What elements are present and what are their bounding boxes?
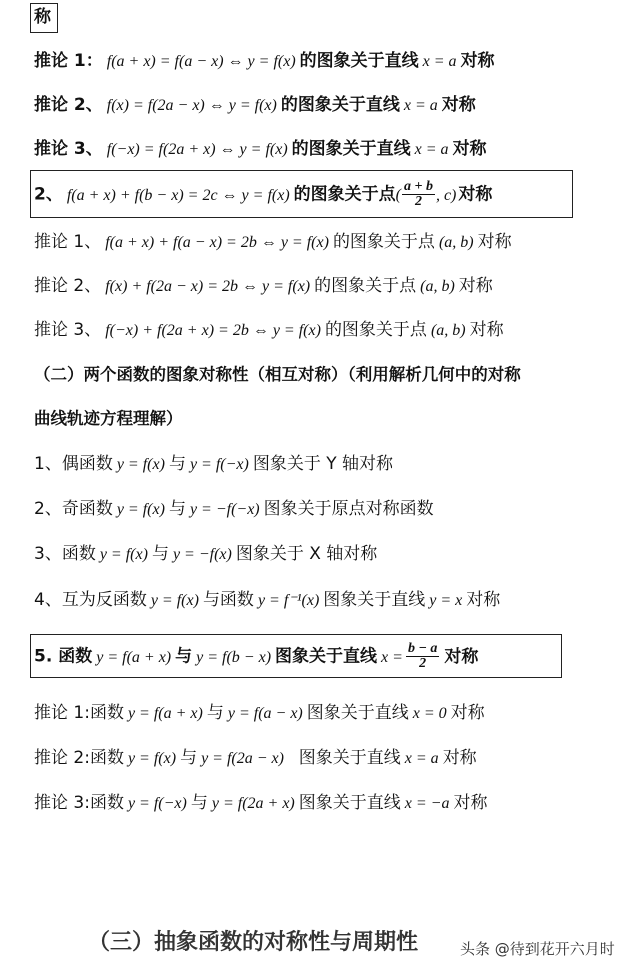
- even-function-line: [34, 451, 640, 478]
- line-end-2: 对称: [450, 703, 485, 723]
- line-end: 图象关于直线: [298, 793, 401, 813]
- line-mid: 与: [168, 454, 186, 474]
- section-2-heading: [34, 362, 640, 388]
- x-axis-symmetry-line: [34, 541, 640, 568]
- line-label: 推论 3:函数: [34, 793, 124, 813]
- line-formula-2: y = f⁻¹(x): [257, 592, 320, 609]
- line-mid: 与: [190, 793, 208, 813]
- line-tail: 的图象关于直线: [291, 139, 411, 159]
- line-formula: f(a + x) = f(a − x) ⇔ y = f(x): [106, 53, 296, 70]
- line-formula-2: (a, b): [438, 234, 474, 251]
- line-end: 对称: [477, 232, 512, 252]
- line-label: 1、偶函数: [34, 454, 113, 474]
- fraction: [406, 642, 439, 671]
- line-formula: y = f(x): [127, 750, 177, 767]
- line-formula-3: y = x: [429, 592, 463, 609]
- line-end-2: 对称: [466, 590, 501, 610]
- line-label: 3、函数: [34, 544, 96, 564]
- line-end-2: 对称: [442, 748, 477, 768]
- line-label: 推论 3、: [34, 139, 103, 159]
- line-label: 推论 1：: [34, 51, 103, 71]
- line-formula: f(a + x) + f(a − x) = 2b ⇔ y = f(x): [105, 234, 329, 251]
- line-label: 推论 2:函数: [34, 748, 124, 768]
- watermark: [460, 936, 615, 962]
- line-formula: y = f(a + x): [127, 705, 203, 722]
- point-symmetry-line: [34, 180, 640, 209]
- line-formula: f(−x) = f(2a + x) ⇔ y = f(x): [106, 141, 288, 158]
- line-formula: f(x) = f(2a − x) ⇔ y = f(x): [106, 97, 277, 114]
- line-tail: 的图象关于点: [314, 276, 417, 296]
- line-formula-2: y = −f(x): [172, 546, 232, 563]
- line-formula-2: x = a: [414, 141, 449, 158]
- heading-fragment: [34, 4, 640, 30]
- line-formula: f(x) + f(2a − x) = 2b ⇔ y = f(x): [105, 278, 311, 295]
- line-label: 4、互为反函数: [34, 590, 147, 610]
- line-label: 推论 2、: [34, 95, 103, 115]
- line-end: 对称: [441, 95, 476, 115]
- shift-corollary-1-line: [34, 700, 640, 727]
- corollary-2-line: [34, 92, 640, 119]
- line-mid: 与: [206, 703, 224, 723]
- line-end-2: 对称: [444, 646, 479, 667]
- shifted-function-line: [34, 642, 640, 671]
- fraction-numerator: b − a: [407, 641, 438, 656]
- line-formula-2: (a, b): [430, 322, 466, 339]
- point-corollary-2-line: [34, 273, 640, 300]
- line-formula-2: y = f(b − x): [196, 648, 272, 666]
- line-end: 图象关于直线: [275, 646, 378, 667]
- line-end: 对称: [460, 51, 495, 71]
- fraction-numerator: a + b: [403, 179, 433, 194]
- line-label: 2、: [34, 184, 63, 205]
- odd-function-line: [34, 496, 640, 523]
- point-open: (: [395, 186, 401, 204]
- section-2-heading-cont: [34, 406, 640, 432]
- line-mid: 与函数: [202, 590, 254, 610]
- line-end: 图象关于直线: [323, 590, 426, 610]
- line-formula: y = f(x): [116, 501, 165, 518]
- line-mid: 与: [180, 748, 198, 768]
- point-corollary-1-line: [34, 229, 640, 256]
- line-end: 图象关于原点对称函数: [263, 499, 434, 519]
- line-formula-2: y = f(a − x): [227, 705, 303, 722]
- line-formula-3: x =: [381, 648, 403, 666]
- section-2-heading-text: （二）两个函数的图象对称性（相互对称）（利用解析几何中的对称: [34, 365, 521, 384]
- line-mid: 与: [151, 544, 169, 564]
- line-formula-2: x = a: [422, 53, 457, 70]
- line-label: 推论 2、: [34, 276, 102, 296]
- line-end: 图象关于 X 轴对称: [235, 544, 378, 564]
- line-end-2: 对称: [453, 793, 488, 813]
- line-formula: y = f(x): [150, 592, 199, 609]
- line-formula: y = f(x): [116, 456, 165, 473]
- line-tail: 的图象关于点: [324, 320, 427, 340]
- line-formula-3: x = 0: [412, 705, 447, 722]
- line-formula: y = f(−x): [127, 795, 187, 812]
- line-label: 5. 函数: [34, 646, 93, 667]
- line-label: 推论 1:函数: [34, 703, 124, 723]
- line-formula-2: y = f(2a − x): [201, 750, 284, 767]
- line-end: 对称: [452, 139, 487, 159]
- line-formula: y = f(a + x): [96, 648, 172, 666]
- line-end: 图象关于直线: [287, 748, 401, 768]
- line-formula-3: x = −a: [404, 795, 450, 812]
- line-tail: 的图象关于直线: [280, 95, 400, 115]
- inverse-function-line: [34, 587, 640, 614]
- line-label: 推论 3、: [34, 320, 102, 340]
- line-end: 对称: [469, 320, 504, 340]
- line-label: 推论 1、: [34, 232, 102, 252]
- fraction: [402, 180, 435, 209]
- line-tail: 的图象关于点: [332, 232, 435, 252]
- line-formula-2: x = a: [403, 97, 438, 114]
- line-formula: y = f(x): [99, 546, 148, 563]
- line-end: 对称: [458, 276, 493, 296]
- line-end: 对称: [458, 184, 493, 205]
- fraction-denominator: 2: [414, 194, 422, 209]
- shift-corollary-2-line: [34, 745, 640, 772]
- line-tail: 的图象关于直线: [299, 51, 419, 71]
- line-label: 2、奇函数: [34, 499, 113, 519]
- line-formula-2: y = −f(−x): [189, 501, 260, 518]
- line-end: 图象关于 Y 轴对称: [252, 454, 394, 474]
- line-formula-2: (a, b): [420, 278, 455, 295]
- line-end: 图象关于直线: [306, 703, 409, 723]
- section-3-heading-text: （三）抽象函数的对称性与周期性: [88, 930, 419, 955]
- section-2-heading-cont-text: 曲线轨迹方程理解）: [34, 409, 183, 428]
- watermark-text: 头条 @待到花开六月时: [460, 940, 615, 958]
- line-mid: 与: [175, 646, 193, 667]
- line-formula: f(−x) + f(2a + x) = 2b ⇔ y = f(x): [105, 322, 321, 339]
- shift-corollary-3-line: [34, 790, 640, 817]
- corollary-3-line: [34, 136, 640, 163]
- fraction-denominator: 2: [419, 656, 427, 671]
- corollary-1-line: [34, 48, 640, 75]
- point-corollary-3-line: [34, 317, 640, 344]
- line-mid: 与: [168, 499, 186, 519]
- line-formula-3: x = a: [404, 750, 439, 767]
- line-formula-2: y = f(2a + x): [211, 795, 295, 812]
- point-close: , c): [435, 186, 457, 204]
- line-formula: f(a + x) + f(b − x) = 2c ⇔ y = f(x): [66, 186, 290, 204]
- line-formula-2: y = f(−x): [189, 456, 249, 473]
- line-tail: 的图象关于点: [293, 184, 396, 205]
- heading-fragment-text: 称: [34, 7, 51, 27]
